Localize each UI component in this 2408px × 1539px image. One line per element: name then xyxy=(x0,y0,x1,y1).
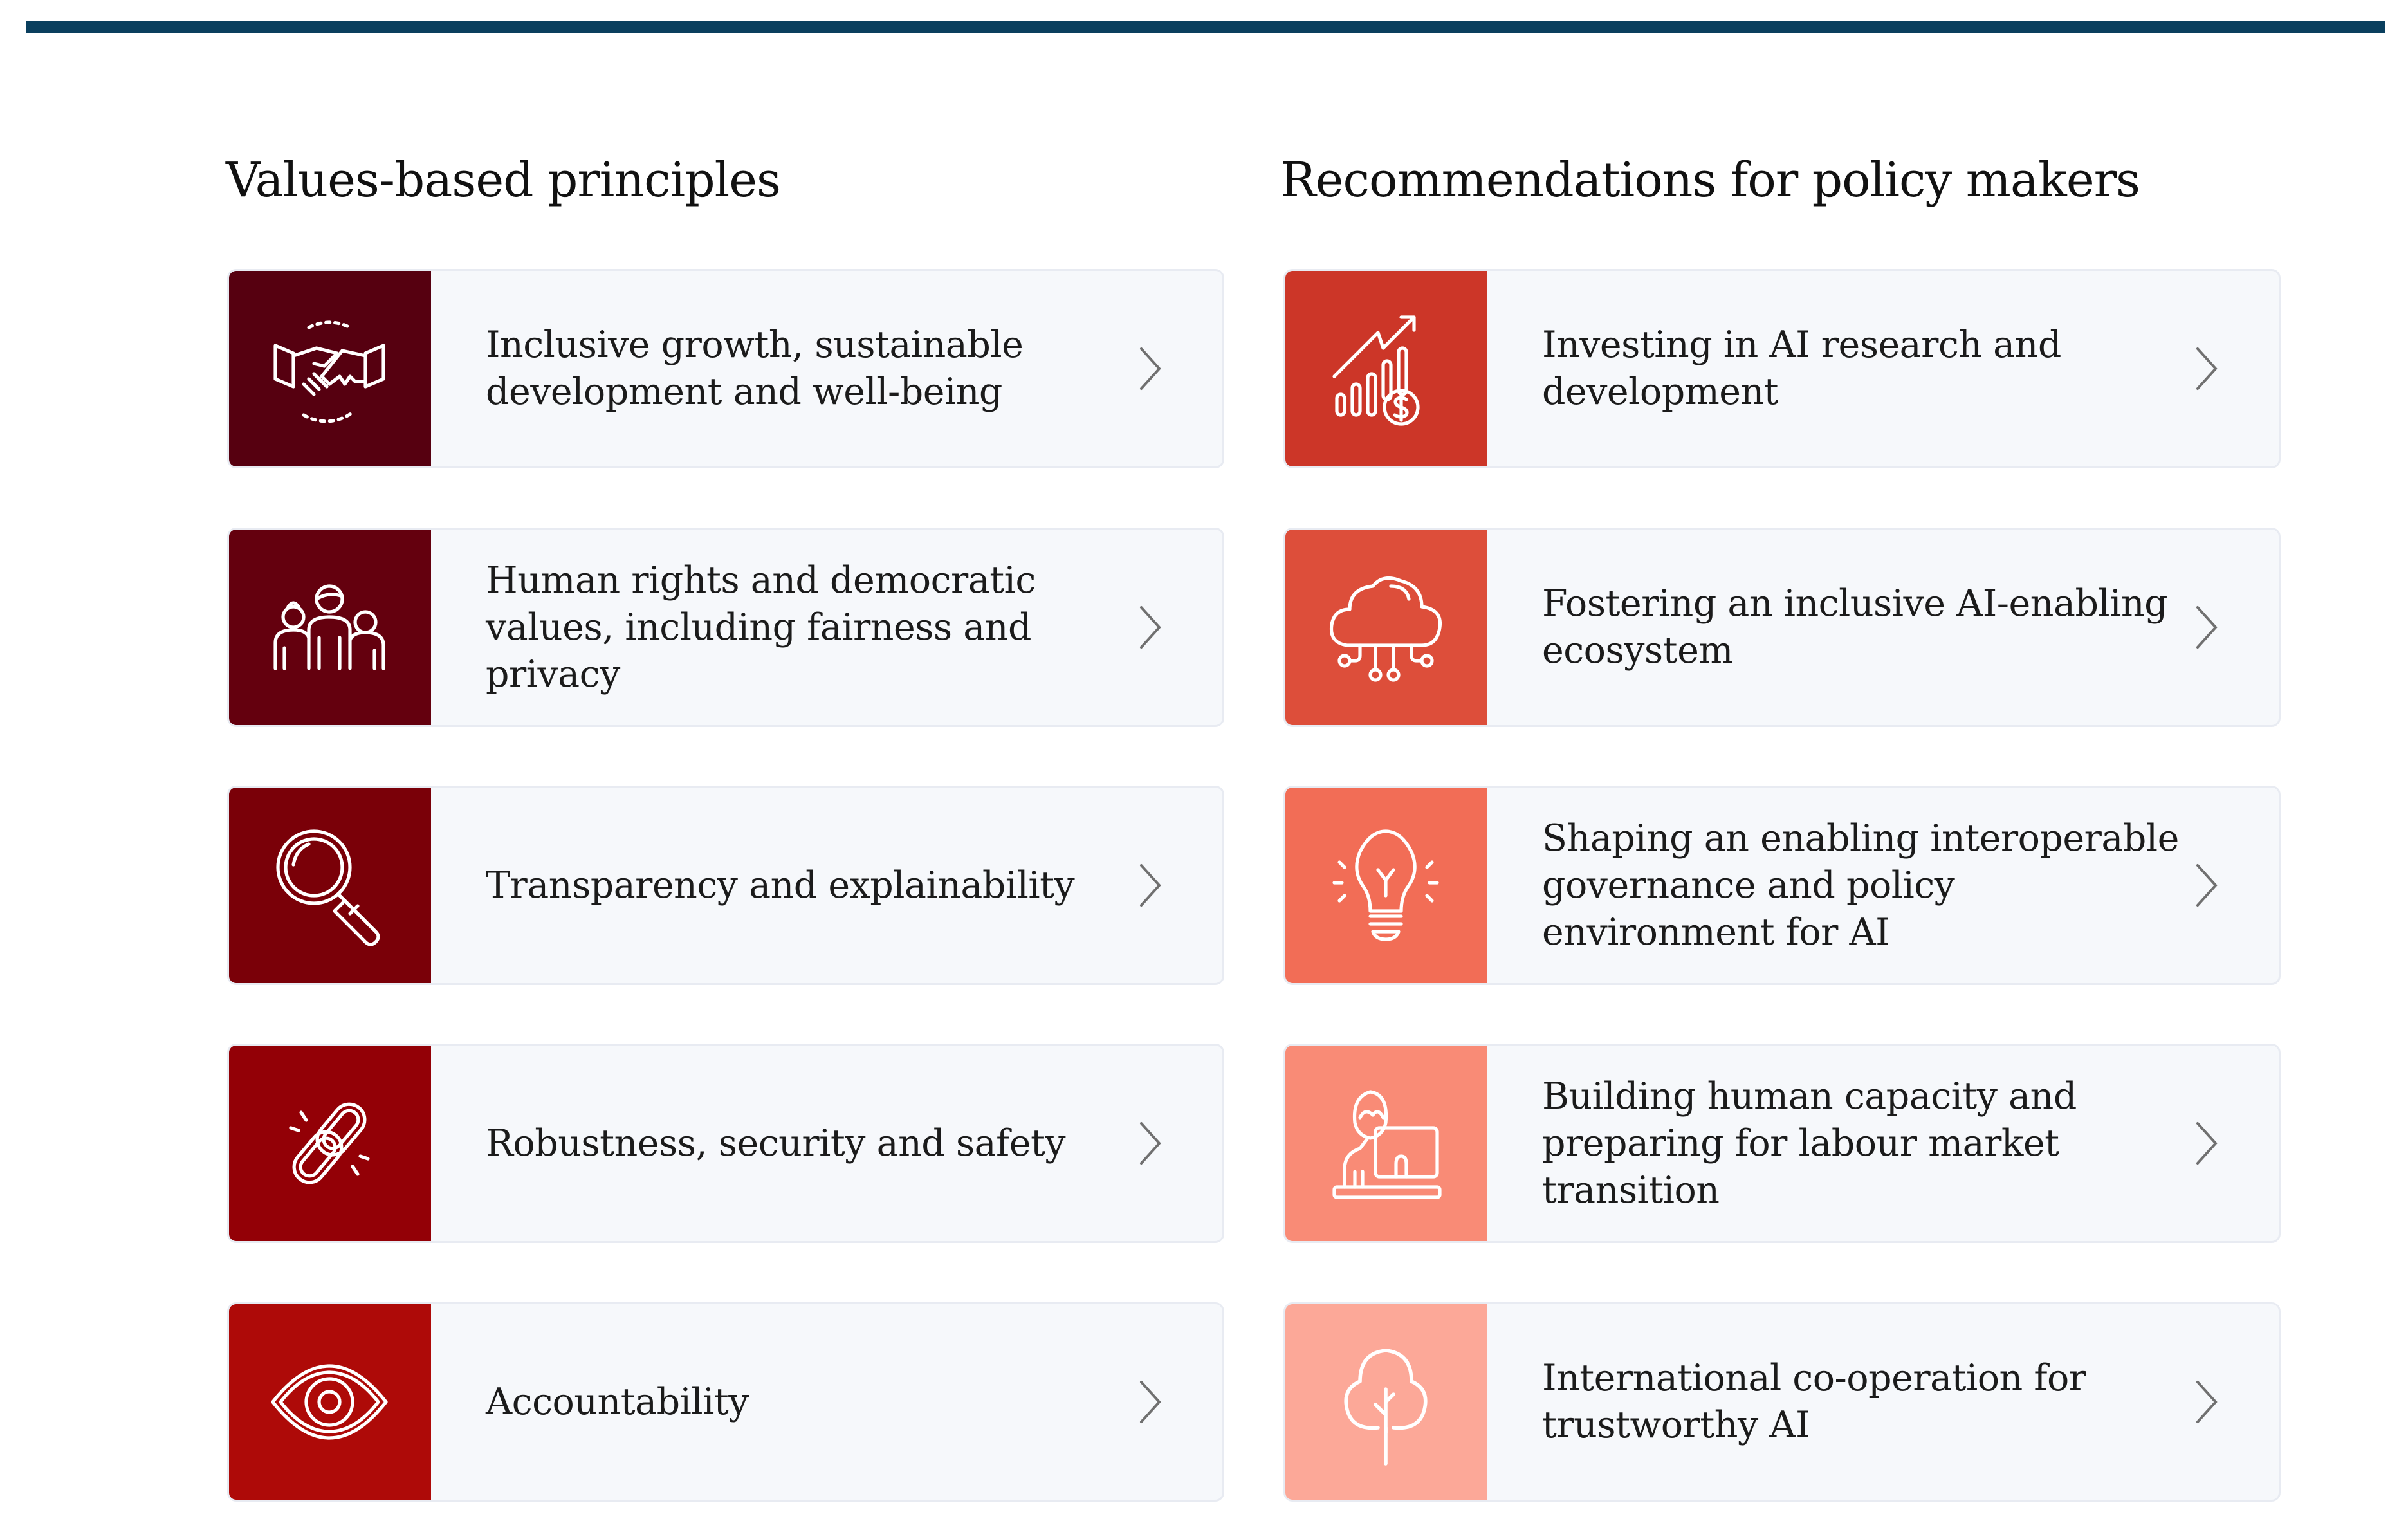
chevron-right-icon[interactable] xyxy=(2194,1121,2220,1166)
icon-panel xyxy=(1283,528,1487,727)
chevron-right-icon[interactable] xyxy=(2194,1379,2220,1424)
card-label: International co-operation for trustworthy AI xyxy=(1542,1357,2086,1446)
card-label: Building human capacity and preparing for labour market transition xyxy=(1542,1074,2077,1212)
person-at-computer-icon xyxy=(1321,1079,1450,1208)
icon-panel xyxy=(1283,1302,1487,1502)
magnifying-glass-icon xyxy=(265,821,394,950)
principle-card-accountability[interactable] xyxy=(227,1302,1224,1502)
chevron-right-icon[interactable] xyxy=(1137,346,1163,391)
icon-panel xyxy=(227,1044,431,1243)
people-group-icon xyxy=(265,563,394,692)
principle-card-transparency[interactable] xyxy=(227,786,1224,985)
chain-link-icon xyxy=(265,1079,394,1208)
recommendation-card-inclusive-ecosystem[interactable] xyxy=(1283,528,2281,727)
recommendation-card-international-cooperation[interactable] xyxy=(1283,1302,2281,1502)
recommendations-heading: Recommendations for policy makers xyxy=(1280,152,2140,208)
chevron-right-icon[interactable] xyxy=(1137,863,1163,908)
card-label: Transparency and explainability xyxy=(486,863,1075,907)
top-accent-bar xyxy=(26,21,2385,33)
card-label: Accountability xyxy=(486,1380,749,1423)
card-label: Human rights and democratic values, including fairness and privacy xyxy=(486,558,1036,696)
chevron-right-icon[interactable] xyxy=(2194,863,2220,908)
icon-panel xyxy=(1283,1044,1487,1243)
eye-icon xyxy=(265,1338,394,1466)
icon-panel xyxy=(1283,269,1487,468)
chevron-right-icon[interactable] xyxy=(1137,605,1163,650)
card-label: Fostering an inclusive AI-enabling ecosystem xyxy=(1542,582,2168,672)
handshake-icon xyxy=(265,304,394,433)
lightbulb-icon xyxy=(1321,821,1450,950)
principle-card-human-rights[interactable] xyxy=(227,528,1224,727)
cloud-network-icon xyxy=(1321,563,1450,692)
chevron-right-icon[interactable] xyxy=(1137,1379,1163,1424)
chevron-right-icon[interactable] xyxy=(2194,346,2220,391)
chevron-right-icon[interactable] xyxy=(1137,1121,1163,1166)
icon-panel xyxy=(227,786,431,985)
recommendation-card-human-capacity[interactable] xyxy=(1283,1044,2281,1243)
card-label: Inclusive growth, sustainable development and well-being xyxy=(486,324,1024,413)
icon-panel xyxy=(227,269,431,468)
recommendation-card-governance-environment[interactable] xyxy=(1283,786,2281,985)
values-based-principles-heading: Values-based principles xyxy=(226,152,781,208)
chevron-right-icon[interactable] xyxy=(2194,605,2220,650)
recommendation-card-investing-ai-rd[interactable] xyxy=(1283,269,2281,468)
card-label: Robustness, security and safety xyxy=(486,1121,1066,1165)
icon-panel xyxy=(227,528,431,727)
icon-panel xyxy=(227,1302,431,1502)
icon-panel xyxy=(1283,786,1487,985)
principle-card-inclusive-growth[interactable] xyxy=(227,269,1224,468)
tree-icon xyxy=(1321,1338,1450,1466)
card-label: Investing in AI research and development xyxy=(1542,324,2061,413)
growth-chart-dollar-icon xyxy=(1321,304,1450,433)
principle-card-robustness[interactable] xyxy=(227,1044,1224,1243)
card-label: Shaping an enabling interoperable governance and policy environment for AI xyxy=(1542,816,2179,954)
